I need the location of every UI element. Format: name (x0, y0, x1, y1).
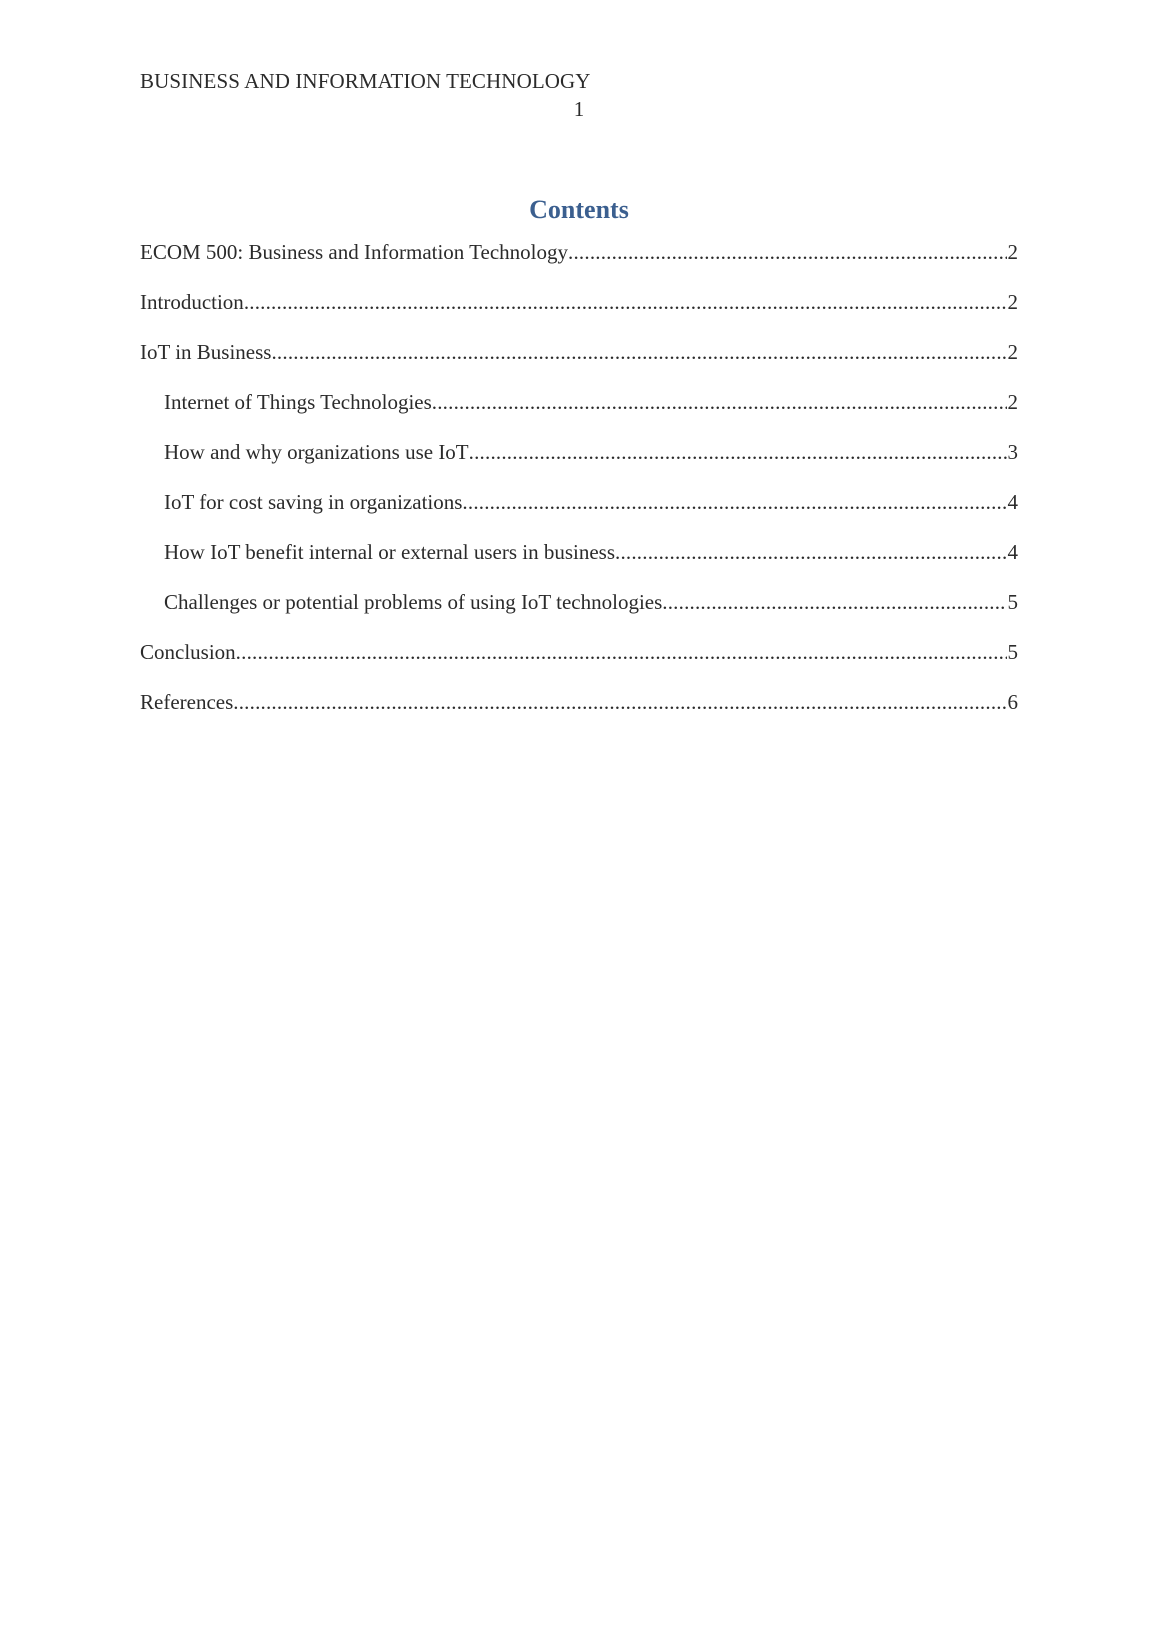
toc-entry-ecom-500[interactable] (140, 240, 1018, 290)
toc-entry-conclusion[interactable] (140, 640, 1018, 690)
toc-entry-internet-of-things-technologies[interactable] (140, 390, 1018, 440)
toc-dot-leader (233, 690, 1006, 715)
toc-entry-title: ECOM 500: Business and Information Technology (140, 240, 569, 264)
toc-entry-title: Challenges or potential problems of using IoT technologies (164, 590, 663, 614)
toc-entry-page: 5 (1007, 590, 1018, 614)
toc-entry-page: 2 (1007, 340, 1018, 364)
toc-dot-leader (568, 240, 1006, 265)
toc-entry-title: How and why organizations use IoT (164, 440, 469, 464)
toc-dot-leader (469, 440, 1007, 465)
toc-entry-page: 2 (1007, 390, 1018, 414)
toc-entry-references[interactable] (140, 690, 1018, 740)
toc-entry-title: Internet of Things Technologies (164, 390, 432, 414)
toc-dot-leader (462, 490, 1006, 515)
toc-entry-page: 2 (1007, 240, 1018, 264)
toc-entry-page: 3 (1007, 440, 1018, 464)
page-number: 1 (573, 97, 585, 121)
toc-entry-title: How IoT benefit internal or external users in business (164, 540, 615, 564)
table-of-contents (140, 240, 1018, 740)
toc-entry-how-iot-benefit-users[interactable] (140, 540, 1018, 590)
toc-entry-page: 6 (1007, 690, 1018, 714)
toc-entry-challenges-of-iot[interactable] (140, 590, 1018, 640)
running-head: BUSINESS AND INFORMATION TECHNOLOGY (140, 69, 591, 93)
toc-dot-leader (432, 390, 1007, 415)
toc-dot-leader (236, 640, 1007, 665)
toc-entry-page: 4 (1007, 540, 1018, 564)
toc-dot-leader (662, 590, 1006, 615)
toc-entry-introduction[interactable] (140, 290, 1018, 340)
toc-entry-title: References (140, 690, 234, 714)
toc-entry-iot-for-cost-saving[interactable] (140, 490, 1018, 540)
toc-entry-page: 2 (1007, 290, 1018, 314)
toc-heading: Contents (529, 195, 629, 224)
toc-entry-title: IoT in Business (140, 340, 272, 364)
toc-entry-title: Conclusion (140, 640, 236, 664)
toc-dot-leader (615, 540, 1007, 565)
toc-entry-page: 5 (1007, 640, 1018, 664)
toc-entry-how-and-why-organizations-use-iot[interactable] (140, 440, 1018, 490)
toc-entry-iot-in-business[interactable] (140, 340, 1018, 390)
toc-dot-leader (244, 290, 1007, 315)
toc-entry-title: Introduction (140, 290, 244, 314)
toc-entry-title: IoT for cost saving in organizations (164, 490, 463, 514)
toc-entry-page: 4 (1007, 490, 1018, 514)
toc-dot-leader (271, 340, 1006, 365)
